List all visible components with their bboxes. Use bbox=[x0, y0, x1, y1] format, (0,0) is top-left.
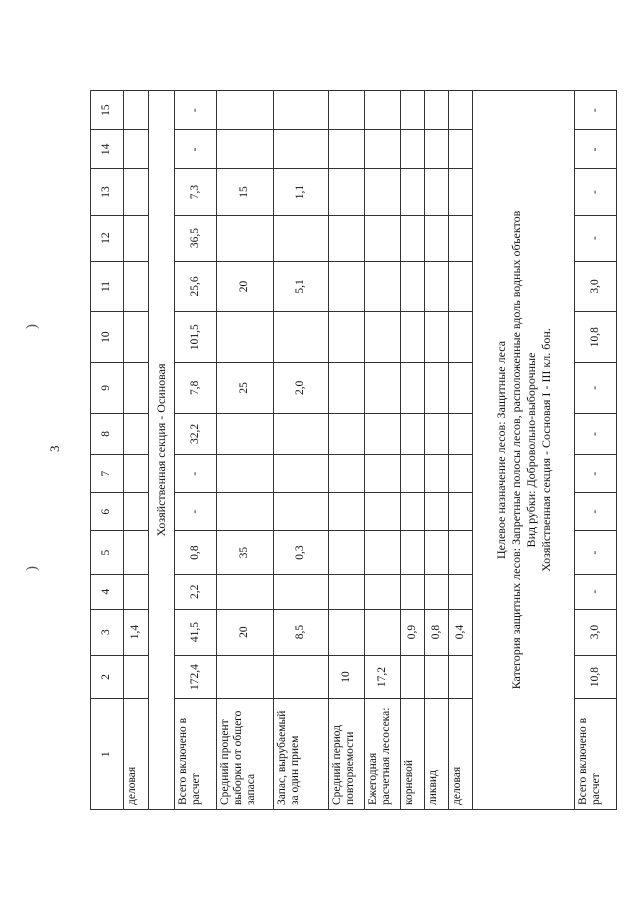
table-row bbox=[575, 91, 617, 810]
header-row bbox=[91, 91, 124, 810]
table-cell: - bbox=[575, 363, 617, 414]
row-label: Средний период повторяемости bbox=[329, 699, 365, 810]
header-cell: 3 bbox=[91, 609, 124, 655]
table-cell: 20 bbox=[217, 609, 274, 655]
table-cell: 7,3 bbox=[175, 169, 217, 215]
table-cell: - bbox=[175, 130, 217, 169]
table-cell: 32,2 bbox=[175, 413, 217, 454]
header-cell: 8 bbox=[91, 413, 124, 454]
table-cell: - bbox=[175, 91, 217, 130]
table-cell: - bbox=[575, 455, 617, 493]
table-cell: 5,1 bbox=[274, 261, 329, 312]
table-cell: 17,2 bbox=[365, 655, 401, 699]
table-cell: 0,8 bbox=[425, 609, 449, 655]
table-cell: 3,0 bbox=[575, 261, 617, 312]
header-cell: 7 bbox=[91, 455, 124, 493]
page-number: 3 bbox=[47, 445, 62, 452]
table-cell: - bbox=[575, 91, 617, 130]
row-label: Ежегодная расчетная лесосека: bbox=[365, 699, 401, 810]
table-cell: - bbox=[575, 493, 617, 531]
table-cell: 15 bbox=[217, 169, 274, 215]
section-row bbox=[149, 91, 175, 810]
info-section: Хозяйственная секция - Сосновая I - III кл. бон. bbox=[538, 328, 553, 572]
header-cell: 2 bbox=[91, 655, 124, 699]
table-row bbox=[274, 91, 329, 810]
header-cell: 6 bbox=[91, 493, 124, 531]
header-cell: 11 bbox=[91, 261, 124, 312]
table-cell: 10,8 bbox=[575, 655, 617, 699]
table-cell: - bbox=[575, 531, 617, 575]
row-label: Запас, вырубаемый за один прием bbox=[274, 699, 329, 810]
table-row bbox=[449, 91, 473, 810]
table-cell: 8,5 bbox=[274, 609, 329, 655]
felling-table bbox=[90, 90, 617, 810]
row-label: Всего включено в расчет bbox=[175, 699, 217, 810]
header-cell: 5 bbox=[91, 531, 124, 575]
table-cell: 0,3 bbox=[274, 531, 329, 575]
table-row bbox=[365, 91, 401, 810]
table-cell: - bbox=[575, 215, 617, 261]
table-cell: 25 bbox=[217, 363, 274, 414]
table-cell bbox=[124, 655, 149, 699]
table-row bbox=[175, 91, 217, 810]
table-row bbox=[124, 91, 149, 810]
table-cell: - bbox=[575, 413, 617, 454]
header-cell: 12 bbox=[91, 215, 124, 261]
rotated-table-container bbox=[90, 90, 603, 810]
table-cell: 2,2 bbox=[175, 574, 217, 609]
table-cell: 1,1 bbox=[274, 169, 329, 215]
row-label: корневой bbox=[401, 699, 425, 810]
table-cell: 172,4 bbox=[175, 655, 217, 699]
table-cell: 25,6 bbox=[175, 261, 217, 312]
table-cell: 1,4 bbox=[124, 609, 149, 655]
table-cell: - bbox=[575, 169, 617, 215]
table-cell: 7,8 bbox=[175, 363, 217, 414]
table-row bbox=[329, 91, 365, 810]
row-label: ликвид bbox=[425, 699, 449, 810]
header-cell: 10 bbox=[91, 312, 124, 363]
table-cell: 20 bbox=[217, 261, 274, 312]
row-label: деловая bbox=[449, 699, 473, 810]
table-cell: 10 bbox=[329, 655, 365, 699]
table-row bbox=[401, 91, 425, 810]
table-cell: 0,8 bbox=[175, 531, 217, 575]
header-cell: 14 bbox=[91, 130, 124, 169]
header-cell: 15 bbox=[91, 91, 124, 130]
info-category: Категория защитных лесов: Запретные полосы лесов, расположенные вдоль водных объектов bbox=[508, 210, 523, 690]
table-cell: - bbox=[575, 574, 617, 609]
table-cell: 35 bbox=[217, 531, 274, 575]
table-row bbox=[425, 91, 449, 810]
bracket-mark-bottom: ) bbox=[24, 566, 40, 571]
bracket-mark-top: ) bbox=[24, 324, 40, 329]
header-cell: 1 bbox=[91, 699, 124, 810]
table-cell: 2,0 bbox=[274, 363, 329, 414]
row-label: деловая bbox=[124, 699, 149, 810]
row-label: Средний процент выборки от общего запаса bbox=[217, 699, 274, 810]
info-felling-type: Вид рубки: Добровольно-выборочные bbox=[523, 352, 538, 548]
header-cell: 9 bbox=[91, 363, 124, 414]
table-cell: 3,0 bbox=[575, 609, 617, 655]
table-cell: 101,5 bbox=[175, 312, 217, 363]
table-cell: 0,9 bbox=[401, 609, 425, 655]
table-cell: - bbox=[175, 455, 217, 493]
table-cell: 36,5 bbox=[175, 215, 217, 261]
table-cell: 0,4 bbox=[449, 609, 473, 655]
table-cell: 41,5 bbox=[175, 609, 217, 655]
row-label: Всего включено в расчет bbox=[575, 699, 617, 810]
header-cell: 4 bbox=[91, 574, 124, 609]
header-cell: 13 bbox=[91, 169, 124, 215]
table-cell: - bbox=[175, 493, 217, 531]
category-info bbox=[473, 91, 575, 810]
info-purpose: Целевое назначение лесов: Защитные леса bbox=[493, 340, 508, 560]
table-row bbox=[217, 91, 274, 810]
table-cell: 10,8 bbox=[575, 312, 617, 363]
info-row bbox=[473, 91, 575, 810]
section-title: Хозяйственная секция - Осиновая bbox=[149, 91, 175, 810]
table-cell: - bbox=[575, 130, 617, 169]
